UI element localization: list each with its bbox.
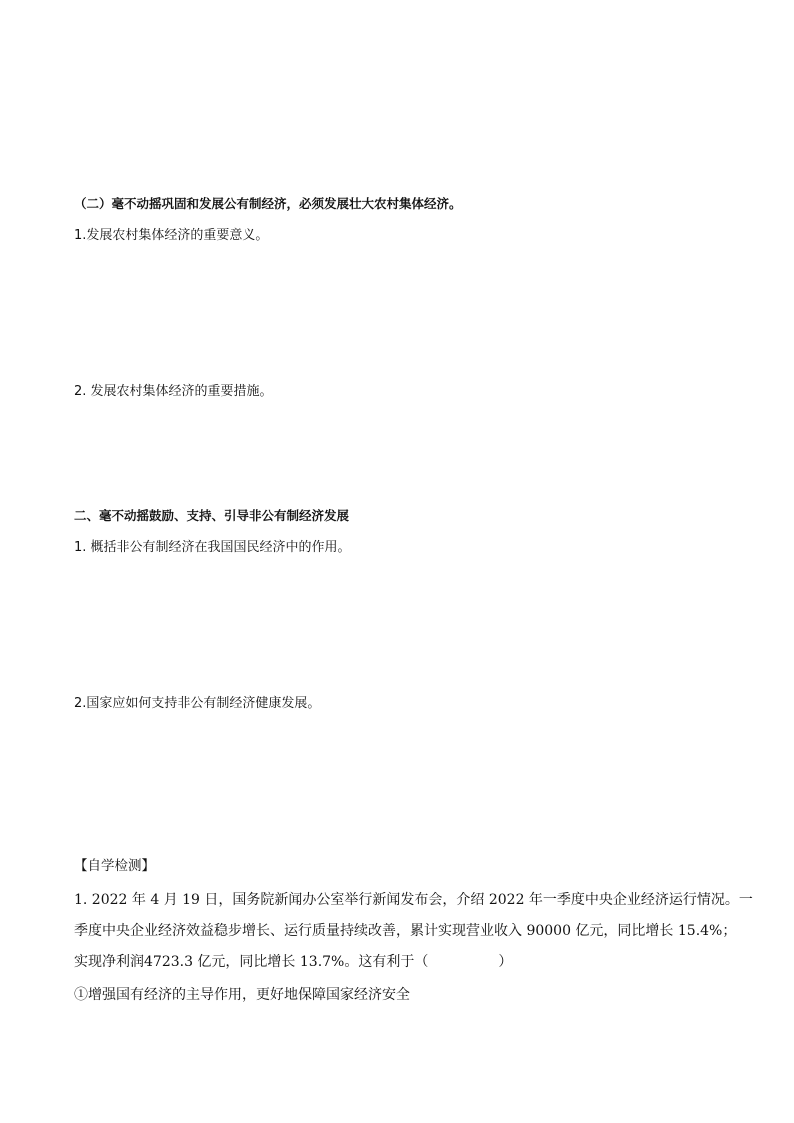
question-support: 2.国家应如何支持非公有制经济健康发展。 xyxy=(74,696,321,711)
self-test-question xyxy=(74,885,753,978)
question-measures: 2. 发展农村集体经济的重要措施。 xyxy=(74,384,273,399)
question-line-1: 1. 2022 年 4 月 19 日，国务院新闻办公室举行新闻发布会，介绍 2022 年一季度中央企业经济运行情况。一 xyxy=(74,892,753,908)
section-heading-rural-collective: （二）毫不动摇巩固和发展公有制经济，必须发展壮大农村集体经济。 xyxy=(74,196,462,211)
question-role: 1. 概括非公有制经济在我国国民经济中的作用。 xyxy=(74,540,351,555)
answer-option-1: ①增强国有经济的主导作用，更好地保障国家经济安全 xyxy=(74,987,410,1003)
part-heading-non-public-economy: 二、毫不动摇鼓励、支持、引导非公有制经济发展 xyxy=(74,508,350,523)
question-line-2: 季度中央企业经济效益稳步增长、运行质量持续改善，累计实现营业收入 90000 亿元，同比增长 15.4%； xyxy=(74,923,737,939)
question-line-3: 实现净利润4723.3 亿元，同比增长 13.7%。这有利于（ ） xyxy=(74,954,513,970)
self-test-heading: 【自学检测】 xyxy=(74,858,155,874)
question-significance: 1.发展农村集体经济的重要意义。 xyxy=(74,228,269,243)
